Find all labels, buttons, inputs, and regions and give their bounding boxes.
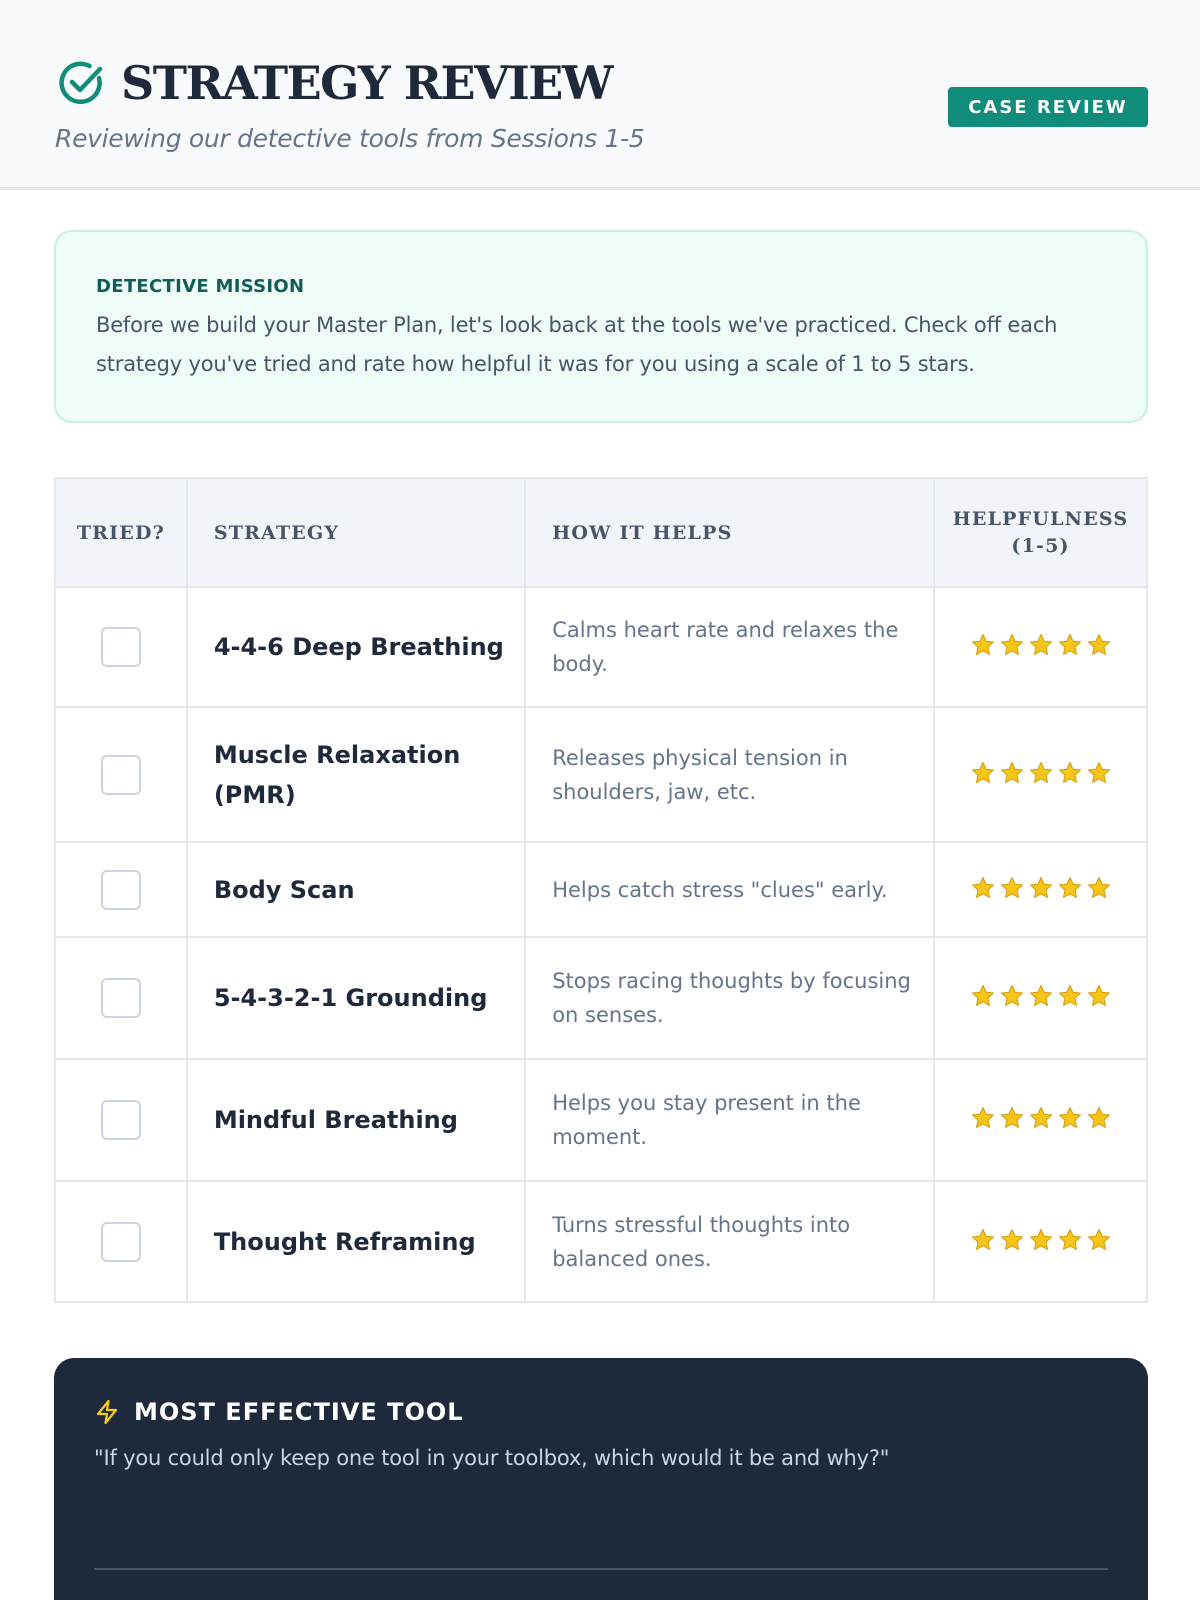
case-review-badge: CASE REVIEW	[948, 87, 1148, 127]
star-icon[interactable]	[1058, 984, 1082, 1008]
tried-checkbox[interactable]	[101, 755, 141, 795]
tried-checkbox[interactable]	[101, 1100, 141, 1140]
star-rating[interactable]	[971, 984, 1111, 1008]
star-icon[interactable]	[1000, 984, 1024, 1008]
strategy-name: Thought Reframing	[187, 1181, 525, 1302]
page-title: STRATEGY REVIEW	[121, 56, 613, 110]
strategy-name: 4-4-6 Deep Breathing	[187, 587, 525, 707]
strategy-name: Mindful Breathing	[187, 1059, 525, 1181]
star-icon[interactable]	[971, 876, 995, 900]
lightning-bolt-icon	[94, 1399, 120, 1425]
callout-title-row	[94, 1398, 464, 1426]
strategy-name: Muscle Relaxation (PMR)	[187, 707, 525, 842]
star-icon[interactable]	[1058, 876, 1082, 900]
star-icon[interactable]	[1058, 633, 1082, 657]
callout-question: "If you could only keep one tool in your toolbox, which would it be and why?"	[94, 1446, 890, 1470]
strategy-description: Helps catch stress "clues" early.	[525, 842, 934, 937]
mission-box	[54, 230, 1148, 423]
star-icon[interactable]	[1087, 984, 1111, 1008]
strategy-name: Body Scan	[187, 842, 525, 937]
star-icon[interactable]	[1029, 1106, 1053, 1130]
star-icon[interactable]	[1000, 761, 1024, 785]
star-icon[interactable]	[1000, 1228, 1024, 1252]
star-icon[interactable]	[1029, 984, 1053, 1008]
star-rating[interactable]	[971, 876, 1111, 900]
check-circle-icon	[55, 57, 107, 109]
star-icon[interactable]	[971, 984, 995, 1008]
star-icon[interactable]	[1058, 761, 1082, 785]
callout-title: MOST EFFECTIVE TOOL	[134, 1398, 464, 1426]
strategy-description: Calms heart rate and relaxes the body.	[525, 587, 934, 707]
header-tried: TRIED?	[55, 478, 187, 587]
tried-checkbox[interactable]	[101, 978, 141, 1018]
star-rating[interactable]	[971, 761, 1111, 785]
strategy-description: Releases physical tension in shoulders, jaw, etc.	[525, 707, 934, 842]
header-strategy: STRATEGY	[187, 478, 525, 587]
header-helpfulness: HELPFULNESS (1-5)	[934, 478, 1147, 587]
table-row	[55, 1059, 1147, 1181]
header-how-it-helps: HOW IT HELPS	[525, 478, 934, 587]
star-icon[interactable]	[1087, 1106, 1111, 1130]
strategy-table	[54, 477, 1148, 1303]
star-icon[interactable]	[1000, 1106, 1024, 1130]
star-icon[interactable]	[1029, 876, 1053, 900]
star-icon[interactable]	[1087, 633, 1111, 657]
strategy-name: 5-4-3-2-1 Grounding	[187, 937, 525, 1059]
most-effective-tool-card	[54, 1358, 1148, 1600]
star-icon[interactable]	[971, 1228, 995, 1252]
star-icon[interactable]	[1000, 633, 1024, 657]
tried-checkbox[interactable]	[101, 627, 141, 667]
table-row	[55, 1181, 1147, 1302]
star-icon[interactable]	[971, 761, 995, 785]
table-row	[55, 842, 1147, 937]
star-icon[interactable]	[1087, 761, 1111, 785]
tried-checkbox[interactable]	[101, 870, 141, 910]
star-icon[interactable]	[971, 1106, 995, 1130]
mission-label: DETECTIVE MISSION	[96, 276, 305, 297]
star-icon[interactable]	[1029, 633, 1053, 657]
star-icon[interactable]	[1000, 876, 1024, 900]
page-subtitle: Reviewing our detective tools from Sessions 1-5	[55, 124, 645, 153]
star-icon[interactable]	[971, 633, 995, 657]
star-icon[interactable]	[1029, 761, 1053, 785]
strategy-description: Helps you stay present in the moment.	[525, 1059, 934, 1181]
star-rating[interactable]	[971, 1106, 1111, 1130]
page-header	[0, 0, 1200, 190]
star-icon[interactable]	[1087, 1228, 1111, 1252]
star-icon[interactable]	[1058, 1106, 1082, 1130]
star-icon[interactable]	[1029, 1228, 1053, 1252]
table-row	[55, 937, 1147, 1059]
answer-line[interactable]	[94, 1568, 1108, 1570]
table-header-row	[55, 478, 1147, 587]
star-rating[interactable]	[971, 1228, 1111, 1252]
table-row	[55, 707, 1147, 842]
strategy-description: Turns stressful thoughts into balanced ones.	[525, 1181, 934, 1302]
table-row	[55, 587, 1147, 707]
star-icon[interactable]	[1058, 1228, 1082, 1252]
star-rating[interactable]	[971, 633, 1111, 657]
tried-checkbox[interactable]	[101, 1222, 141, 1262]
star-icon[interactable]	[1087, 876, 1111, 900]
title-row	[55, 57, 612, 109]
mission-text: Before we build your Master Plan, let's look back at the tools we've practiced. Check off each strategy you've tried and rate how helpful it was for you using a scale of 1 to 5 stars.	[96, 313, 1058, 376]
strategy-description: Stops racing thoughts by focusing on senses.	[525, 937, 934, 1059]
